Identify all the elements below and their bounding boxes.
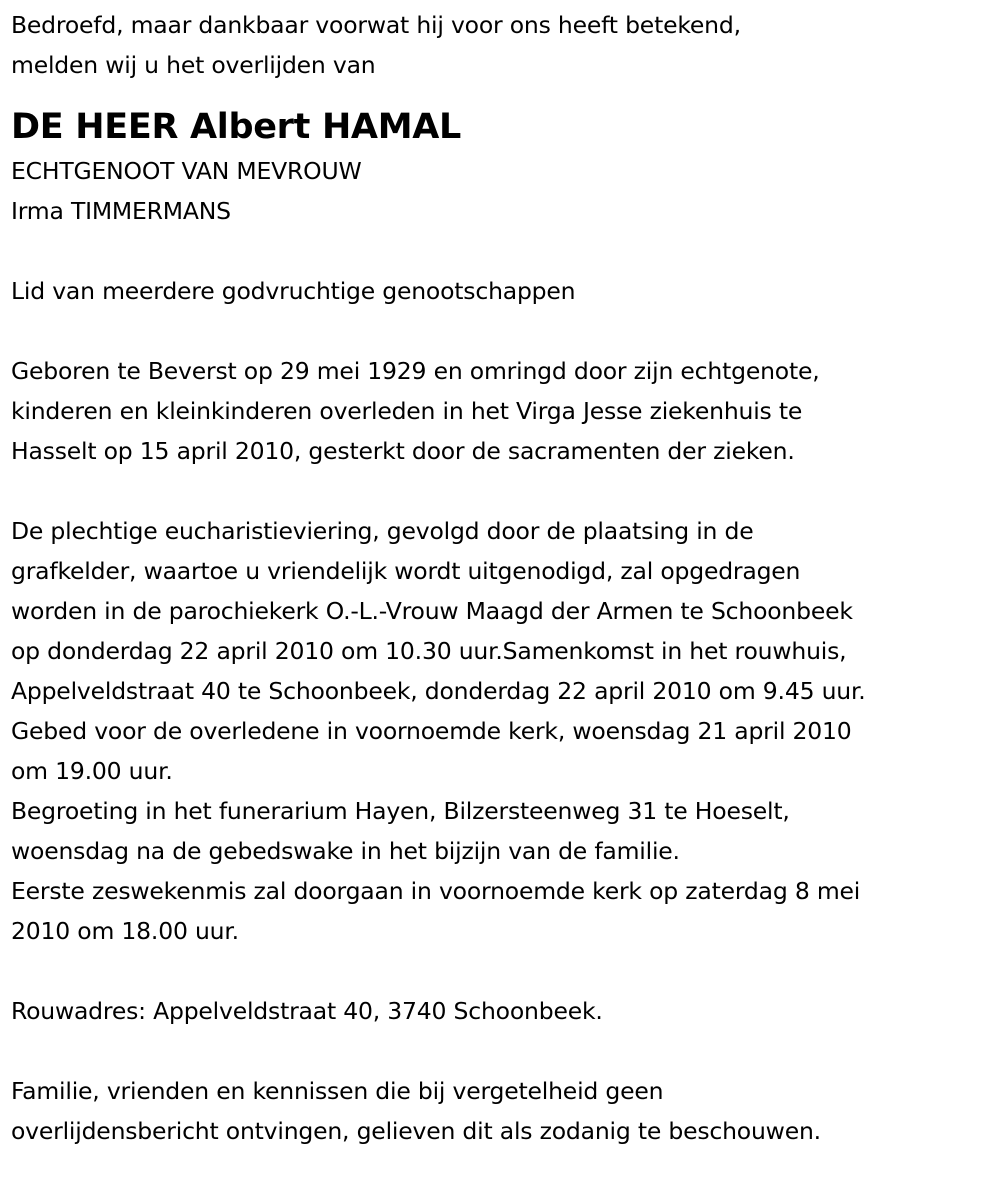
obituary-notice — [11, 5, 996, 1151]
ceremony-line: Gebed voor de overledene in voornoemde kerk, woensdag 21 april 2010 — [11, 717, 852, 745]
closing-paragraph — [11, 1071, 996, 1151]
spouse-block — [11, 151, 996, 231]
spacer — [11, 471, 996, 511]
ceremony-paragraph — [11, 511, 996, 951]
birth-death-line: Geboren te Beverst op 29 mei 1929 en omringd door zijn echtgenote, — [11, 357, 820, 385]
ceremony-line: grafkelder, waartoe u vriendelijk wordt uitgenodigd, zal opgedragen — [11, 557, 801, 585]
birth-death-line: Hasselt op 15 april 2010, gesterkt door de sacramenten der zieken. — [11, 437, 795, 465]
intro-paragraph — [11, 5, 996, 85]
ceremony-line: op donderdag 22 april 2010 om 10.30 uur.Samenkomst in het rouwhuis, — [11, 637, 847, 665]
spacer — [11, 311, 996, 351]
ceremony-line: 2010 om 18.00 uur. — [11, 917, 239, 945]
ceremony-line: Eerste zeswekenmis zal doorgaan in voornoemde kerk op zaterdag 8 mei — [11, 877, 861, 905]
ceremony-line: woensdag na de gebedswake in het bijzijn van de familie. — [11, 837, 680, 865]
spacer — [11, 951, 996, 991]
closing-line: overlijdensbericht ontvingen, gelieven dit als zodanig te beschouwen. — [11, 1117, 821, 1145]
intro-line: melden wij u het overlijden van — [11, 51, 376, 79]
ceremony-line: Appelveldstraat 40 te Schoonbeek, donderdag 22 april 2010 om 9.45 uur. — [11, 677, 866, 705]
ceremony-line: Begroeting in het funerarium Hayen, Bilzersteenweg 31 te Hoeselt, — [11, 797, 790, 825]
ceremony-line: om 19.00 uur. — [11, 757, 173, 785]
closing-line: Familie, vrienden en kennissen die bij vergetelheid geen — [11, 1077, 664, 1105]
birth-death-paragraph — [11, 351, 996, 471]
intro-line: Bedroefd, maar dankbaar voorwat hij voor ons heeft betekend, — [11, 11, 741, 39]
spacer — [11, 1031, 996, 1071]
mourning-address: Rouwadres: Appelveldstraat 40, 3740 Schoonbeek. — [11, 997, 603, 1025]
spacer — [11, 231, 996, 271]
birth-death-line: kinderen en kleinkinderen overleden in het Virga Jesse ziekenhuis te — [11, 397, 803, 425]
spouse-line: Irma TIMMERMANS — [11, 197, 231, 225]
ceremony-line: worden in de parochiekerk O.-L.-Vrouw Maagd der Armen te Schoonbeek — [11, 597, 853, 625]
membership-line: Lid van meerdere godvruchtige genootschappen — [11, 277, 576, 305]
ceremony-line: De plechtige eucharistieviering, gevolgd door de plaatsing in de — [11, 517, 754, 545]
deceased-name: DE HEER Albert HAMAL — [11, 107, 462, 147]
spouse-line: ECHTGENOOT VAN MEVROUW — [11, 157, 362, 185]
